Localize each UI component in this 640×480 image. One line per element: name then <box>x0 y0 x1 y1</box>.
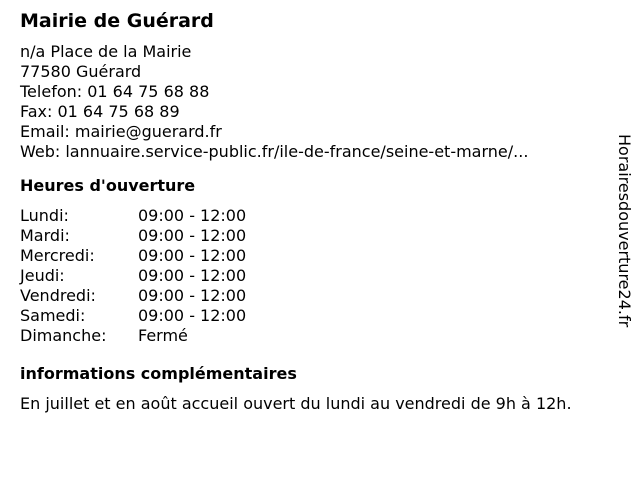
hours-row-mercredi <box>20 246 600 266</box>
web-line: Web: lannuaire.service-public.fr/ile-de-france/seine-et-marne/... <box>20 142 529 161</box>
email-line: Email: mairie@guerard.fr <box>20 122 222 141</box>
city-line: 77580 Guérard <box>20 62 142 81</box>
hours-row-dimanche <box>20 326 600 346</box>
day-time: 09:00 - 12:00 <box>138 246 247 265</box>
day-time: 09:00 - 12:00 <box>138 306 247 325</box>
hours-row-lundi <box>20 206 600 226</box>
day-time: 09:00 - 12:00 <box>138 286 247 305</box>
side-watermark: Horairesdouverture24.fr <box>615 134 634 328</box>
info-heading: informations complémentaires <box>20 364 297 383</box>
page-title: Mairie de Guérard <box>20 10 214 32</box>
hours-row-jeudi <box>20 266 600 286</box>
hours-table <box>20 206 600 346</box>
day-time: 09:00 - 12:00 <box>138 266 247 285</box>
hours-row-mardi <box>20 226 600 246</box>
day-time: 09:00 - 12:00 <box>138 206 247 225</box>
address-block <box>20 42 600 162</box>
hours-heading: Heures d'ouverture <box>20 176 196 195</box>
day-label: Lundi: <box>20 206 69 225</box>
day-label: Vendredi: <box>20 286 96 305</box>
info-text: En juillet et en août accueil ouvert du lundi au vendredi de 9h à 12h. <box>20 394 572 413</box>
phone-line: Telefon: 01 64 75 68 88 <box>20 82 210 101</box>
day-label: Jeudi: <box>20 266 65 285</box>
day-label: Samedi: <box>20 306 86 325</box>
day-label: Mercredi: <box>20 246 95 265</box>
fax-line: Fax: 01 64 75 68 89 <box>20 102 180 121</box>
day-time: 09:00 - 12:00 <box>138 226 247 245</box>
day-time: Fermé <box>138 326 188 345</box>
content <box>20 8 600 414</box>
hours-row-vendredi <box>20 286 600 306</box>
day-label: Mardi: <box>20 226 70 245</box>
hours-row-samedi <box>20 306 600 326</box>
day-label: Dimanche: <box>20 326 107 345</box>
street-line: n/a Place de la Mairie <box>20 42 192 61</box>
